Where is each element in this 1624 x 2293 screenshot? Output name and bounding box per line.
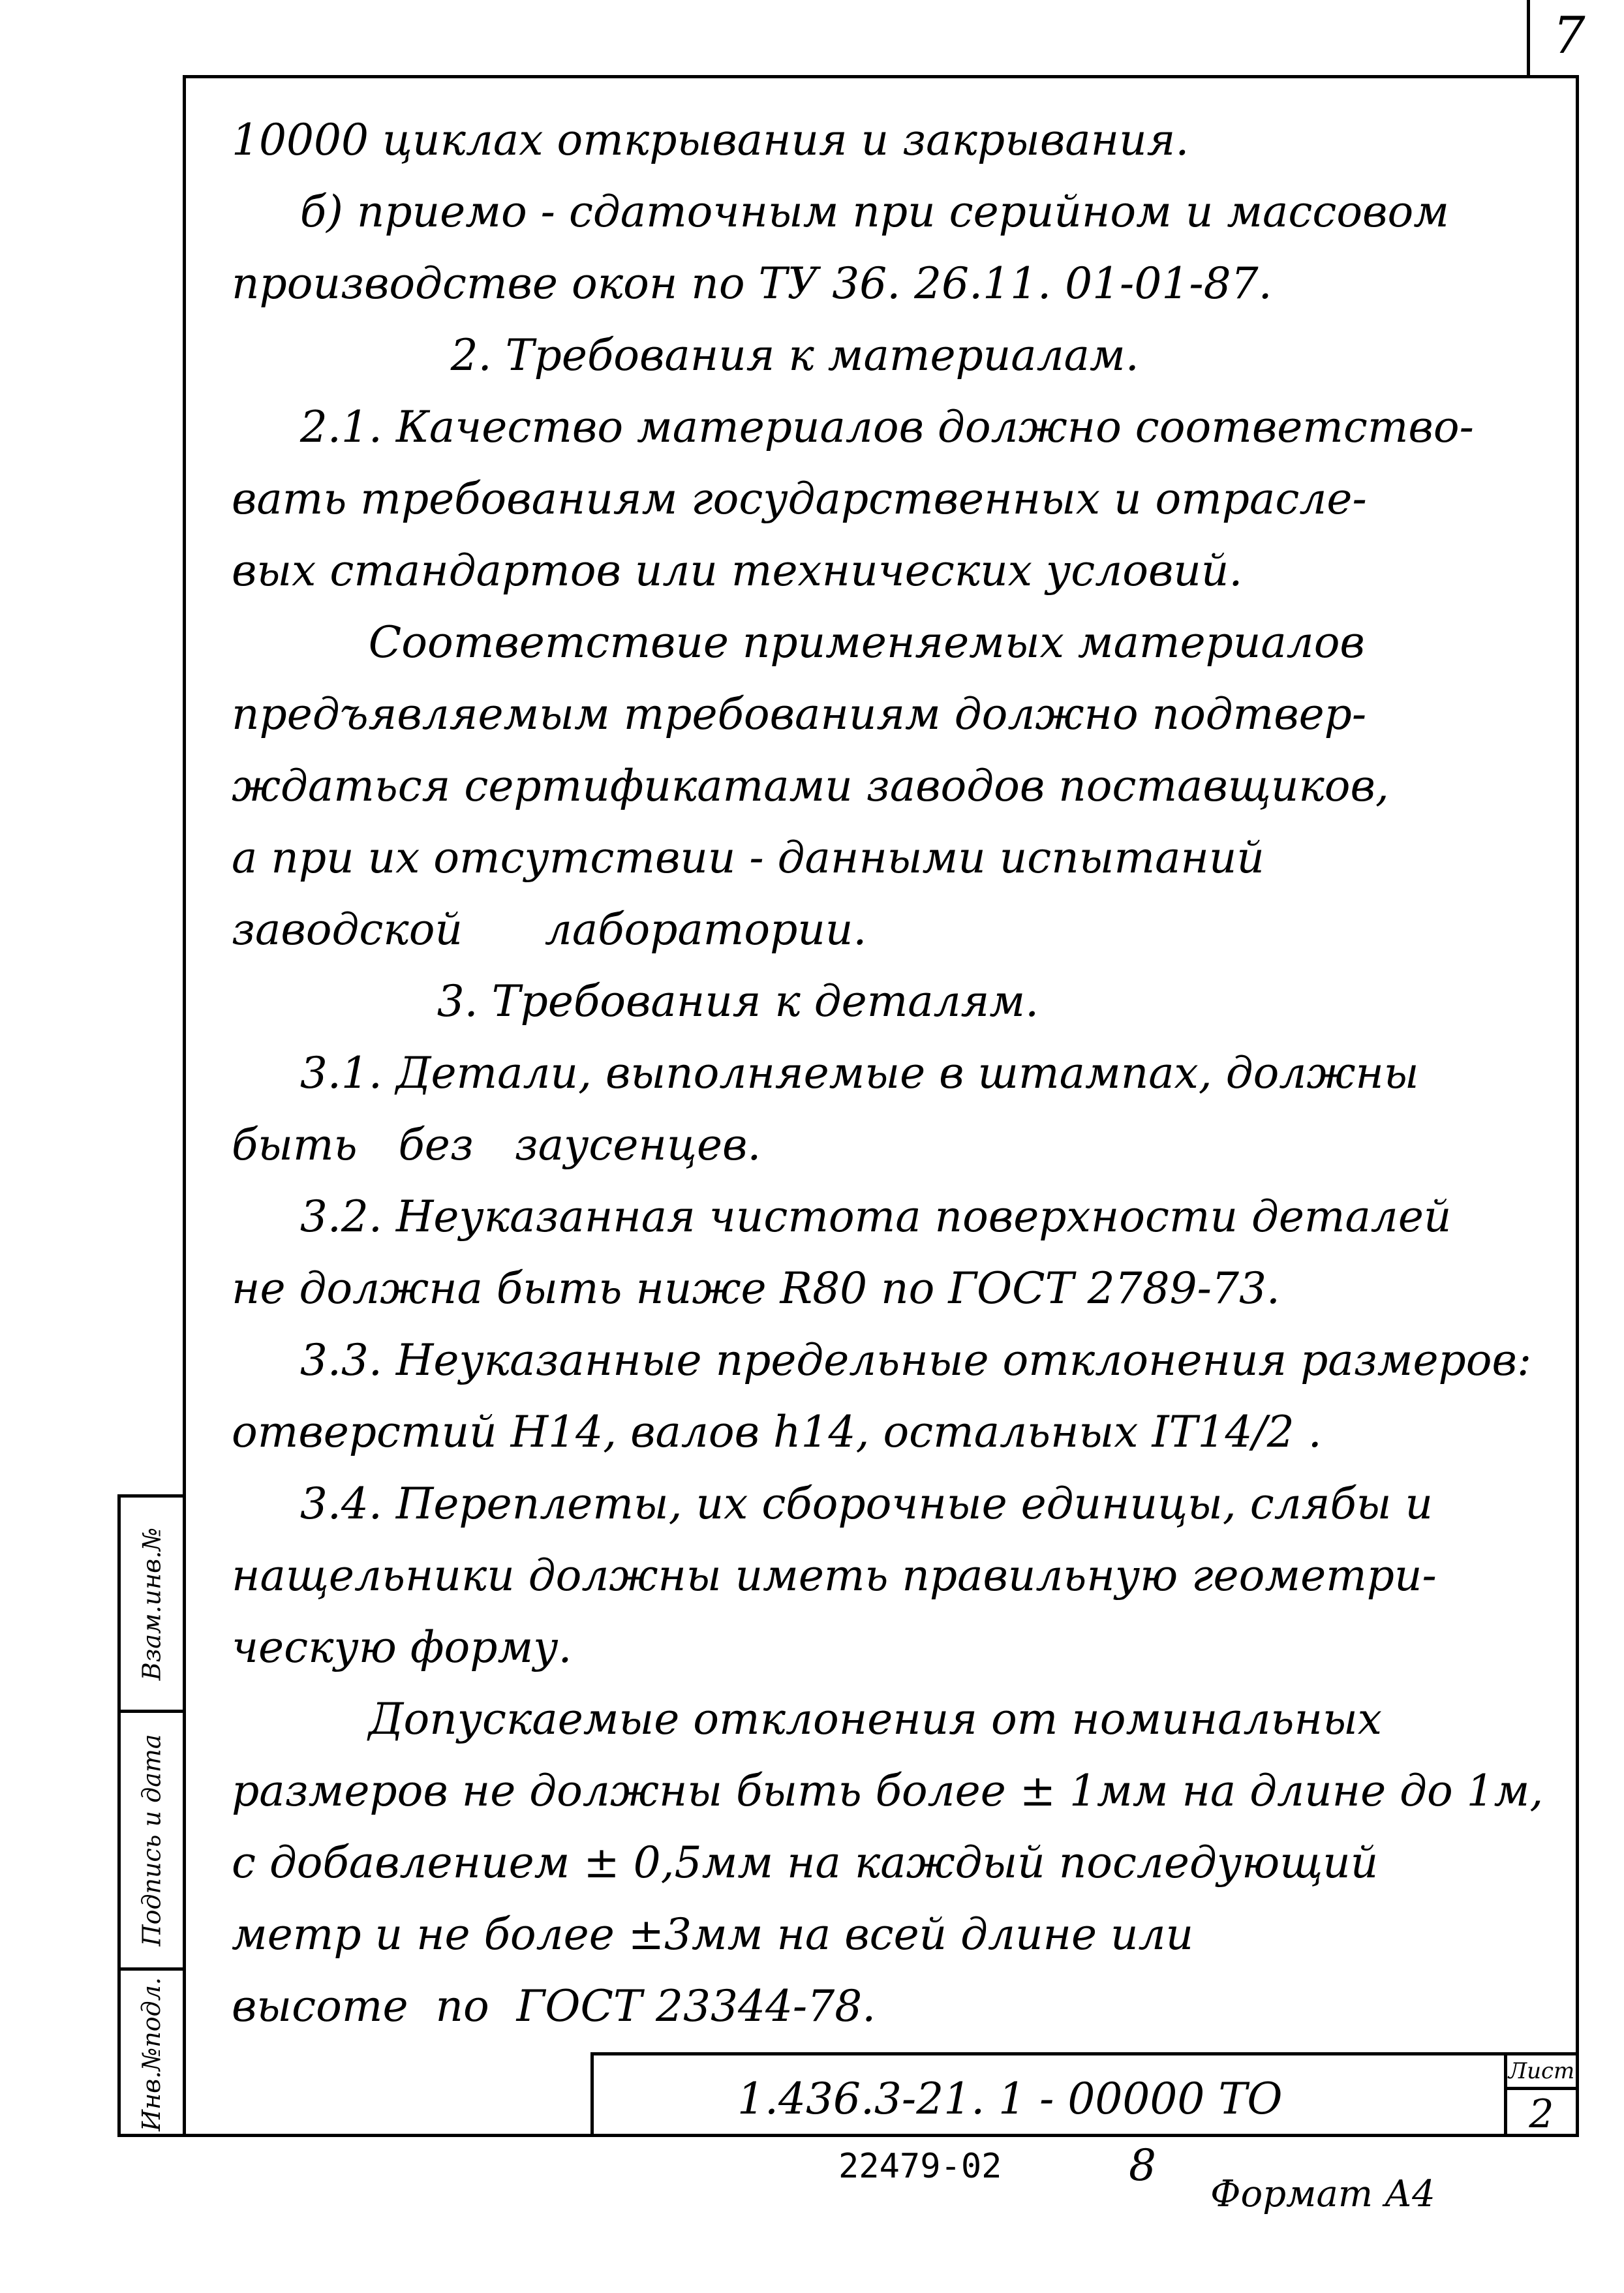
title-block — [590, 2052, 1579, 2137]
sheet-label: Лист — [1507, 2055, 1576, 2090]
body-line: метр и не более ±3мм на всей длине или — [232, 1909, 1194, 1960]
body-line: 3.2. Неуказанная чистота поверхности деталей — [232, 1192, 1452, 1242]
body-line: б) приемо - сдаточным при серийном и массовом — [232, 187, 1449, 237]
body-line: не должна быть ниже R80 по ГОСТ 2789-73. — [232, 1263, 1280, 1314]
body-line: Соответствие применяемых материалов — [232, 617, 1365, 668]
document-body — [232, 104, 1563, 2042]
footer-page: 8 — [1129, 2140, 1156, 2191]
stamp-label: Взам.инв.№ — [137, 1527, 166, 1680]
document-code: 1.436.3-21. 1 - 00000 ТО — [737, 2074, 1283, 2124]
stamp-label: Инв.№подл. — [137, 1977, 166, 2131]
corner-divider — [1527, 0, 1530, 77]
stamp-original-inv — [121, 1971, 183, 2137]
body-line: Допускаемые отклонения от номинальных — [232, 1694, 1382, 1744]
body-line: 3.3. Неуказанные предельные отклонения размеров: — [232, 1335, 1532, 1385]
body-line: 10000 циклах открывания и закрывания. — [232, 115, 1189, 165]
side-stamp — [117, 1494, 183, 2137]
body-line: быть без заусенцев. — [232, 1120, 761, 1170]
stamp-replaced-inv — [121, 1498, 183, 1713]
sheet-cell — [1504, 2055, 1579, 2137]
footer-number: 22479-02 — [838, 2147, 1002, 2186]
stamp-label: Подпись и дата — [137, 1734, 166, 1947]
body-line: 3.4. Переплеты, их сборочные единицы, слябы и — [232, 1479, 1433, 1529]
sheet-value: 2 — [1529, 2091, 1554, 2137]
body-line: вых стандартов или технических условий. — [232, 546, 1243, 596]
body-line: 2.1. Качество материалов должно соответство- — [232, 402, 1474, 452]
body-line: нащельники должны иметь правильную геометри- — [232, 1550, 1437, 1601]
body-line: предъявляемым требованиям должно подтвер- — [232, 689, 1367, 739]
body-line: 3.1. Детали, выполняемые в штампах, должны — [232, 1048, 1419, 1098]
stamp-signature-date — [121, 1713, 183, 1971]
body-line: ческую форму. — [232, 1622, 572, 1672]
section-heading: 2. Требования к материалам. — [232, 330, 1139, 380]
body-line: а при их отсутствии - данными испытаний — [232, 833, 1264, 883]
body-line: отверстий H14, валов h14, остальных IT14/2 . — [232, 1407, 1322, 1457]
sheet-number: 7 — [1553, 7, 1586, 65]
body-line: ждаться сертификатами заводов поставщиков, — [232, 761, 1389, 811]
body-line: производстве окон по ТУ 36. 26.11. 01-01-87. — [232, 258, 1272, 309]
body-line: с добавлением ± 0,5мм на каждый последующий — [232, 1838, 1379, 1888]
sheet-corner — [1527, 0, 1624, 77]
body-line: вать требованиям государственных и отрасле- — [232, 474, 1367, 524]
body-line: размеров не должны быть более ± 1мм на длине до 1м, — [232, 1766, 1544, 1816]
body-line: высоте по ГОСТ 23344-78. — [232, 1981, 876, 2031]
footer-format: Формат А4 — [1210, 2173, 1435, 2215]
body-line: заводской лаборатории. — [232, 904, 867, 955]
section-heading: 3. Требования к деталям. — [232, 976, 1039, 1026]
